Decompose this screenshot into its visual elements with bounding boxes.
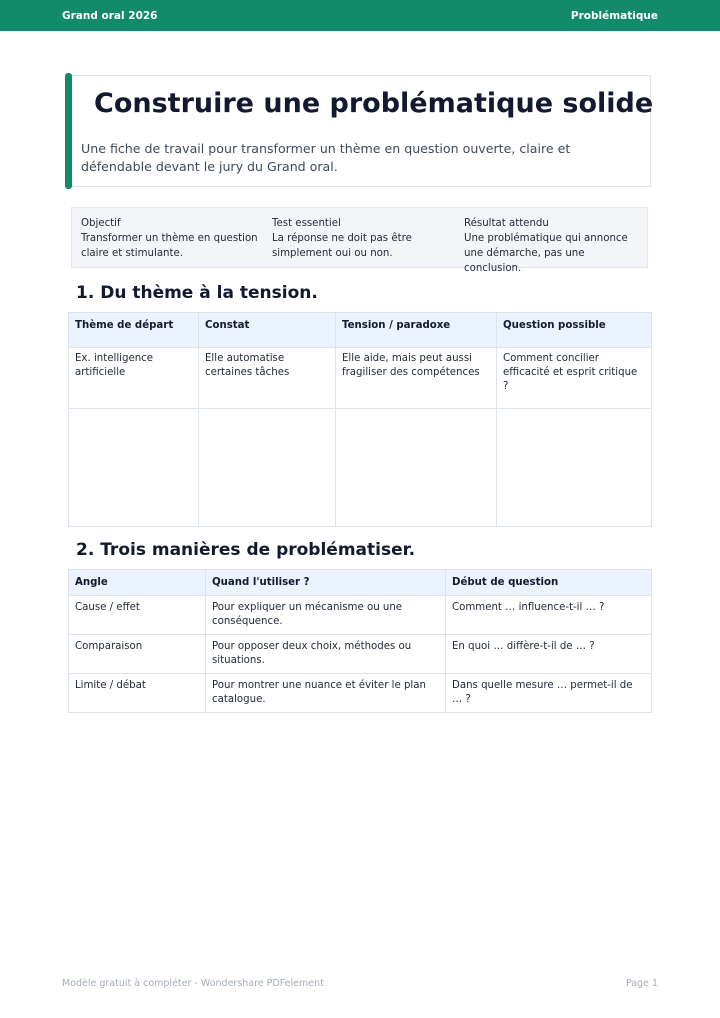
top-banner [0,0,720,31]
empty-fillable-cell[interactable] [336,409,497,527]
column-header: Tension / paradoxe [336,313,497,348]
info-text: La réponse ne doit pas être simplement oui ou non. [272,233,412,259]
info-result [464,216,644,276]
info-text: Une problématique qui annonce une démarche, pas une conclusion. [464,233,628,274]
column-header: Thème de départ [69,313,199,348]
table-cell: En quoi … diffère-t-il de … ? [446,635,652,674]
info-test [272,216,452,261]
table-row-empty [69,409,652,527]
info-label: Résultat attendu [464,218,549,229]
problematize-methods-table [68,569,652,713]
table-cell: Pour expliquer un mécanisme ou une conséquence. [206,596,446,635]
title-card [65,75,654,187]
header-course-label: Grand oral 2026 [62,10,158,22]
table-cell: Elle automatise certaines tâches [199,348,336,409]
info-objective [81,216,261,261]
empty-fillable-cell[interactable] [199,409,336,527]
info-panel [71,207,648,274]
info-label: Test essentiel [272,218,341,229]
footer-credit: Modèle gratuit à compléter - Wondershare PDFelement [62,978,324,989]
header-topic-label: Problématique [570,10,658,22]
column-header: Question possible [497,313,652,348]
table-cell: Comparaison [69,635,206,674]
table-cell: Ex. intelligence artificielle [69,348,199,409]
table-cell: Comment … influence-t-il … ? [446,596,652,635]
column-header: Début de question [446,570,652,596]
table-header-row [69,313,652,348]
table-row [69,348,652,409]
page-title: Construire une problématique solide [94,88,654,119]
section-1-title: 1. Du thème à la tension. [76,283,318,303]
table-cell: Pour opposer deux choix, méthodes ou situations. [206,635,446,674]
table-cell: Dans quelle mesure … permet-il de … ? [446,674,652,713]
empty-fillable-cell[interactable] [497,409,652,527]
table-row [69,596,652,635]
page-subtitle: Une fiche de travail pour transformer un thème en question ouverte, claire et défendable devant le jury du Grand oral. [81,141,571,174]
column-header: Quand l'utiliser ? [206,570,446,596]
column-header: Constat [199,313,336,348]
info-text: Transformer un thème en question claire et stimulante. [81,233,258,259]
info-label: Objectif [81,218,121,229]
table-cell: Elle aide, mais peut aussi fragiliser des compétences [336,348,497,409]
accent-bar [65,73,72,189]
theme-tension-table [68,312,652,527]
page-number: Page 1 [625,978,658,989]
table-row [69,635,652,674]
table-cell: Limite / débat [69,674,206,713]
empty-fillable-cell[interactable] [69,409,199,527]
table-header-row [69,570,652,596]
table-cell: Comment concilier efficacité et esprit critique ? [497,348,652,409]
section-2-title: 2. Trois manières de problématiser. [76,540,416,560]
table-row [69,674,652,713]
column-header: Angle [69,570,206,596]
table-cell: Pour montrer une nuance et éviter le plan catalogue. [206,674,446,713]
table-cell: Cause / effet [69,596,206,635]
